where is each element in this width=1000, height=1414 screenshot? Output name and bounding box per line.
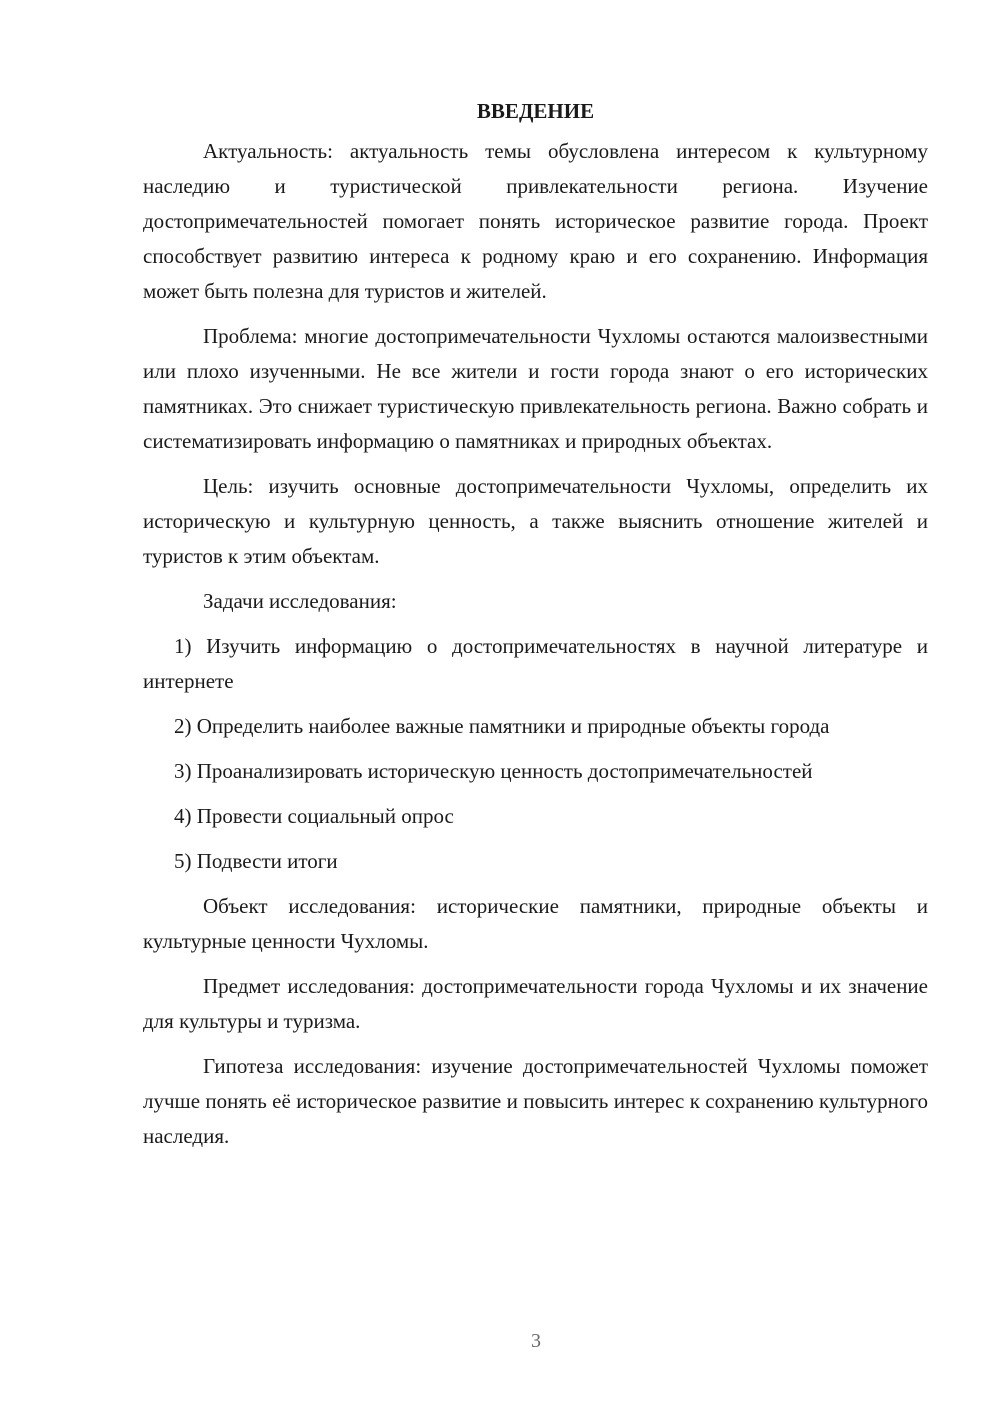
document-page bbox=[143, 94, 928, 1164]
problem-paragraph: Проблема: многие достопримечательности Чухломы остаются малоизвестными или плохо изученными. Не все жители и гости города знают о его исторических памятниках. Это снижает туристическую привлекательность региона. Важно собрать и систематизировать информацию о памятниках и природных объектах. bbox=[143, 324, 928, 453]
object-paragraph: Объект исследования: исторические памятники, природные объекты и культурные ценности Чухломы. bbox=[143, 894, 928, 953]
goal-paragraph: Цель: изучить основные достопримечательности Чухломы, определить их историческую и культурную ценность, а также выяснить отношение жителей и туристов к этим объектам. bbox=[143, 474, 928, 568]
tasks-heading: Задачи исследования: bbox=[203, 589, 397, 613]
task-item-1: 1) Изучить информацию о достопримечательностях в научной литературе и интернете bbox=[143, 634, 928, 693]
task-item-5: 5) Подвести итоги bbox=[174, 849, 338, 873]
task-item-2: 2) Определить наиболее важные памятники и природные объекты города bbox=[174, 714, 830, 738]
task-item-3: 3) Проанализировать историческую ценность достопримечательностей bbox=[174, 759, 813, 783]
page-title: ВВЕДЕНИЕ bbox=[476, 99, 595, 123]
hypothesis-paragraph: Гипотеза исследования: изучение достопримечательностей Чухломы поможет лучше понять её историческое развитие и повысить интерес к сохранению культурного наследия. bbox=[143, 1054, 928, 1148]
relevance-paragraph: Актуальность: актуальность темы обусловлена интересом к культурному наследию и туристической привлекательности региона. Изучение достопримечательностей помогает понять историческое развитие города. Проект способствует развитию интереса к родному краю и его сохранению. Информация может быть полезна для туристов и жителей. bbox=[143, 139, 928, 303]
subject-paragraph: Предмет исследования: достопримечательности города Чухломы и их значение для культуры и туризма. bbox=[143, 974, 928, 1033]
task-item-4: 4) Провести социальный опрос bbox=[174, 804, 454, 828]
page-number: 3 bbox=[531, 1330, 541, 1352]
